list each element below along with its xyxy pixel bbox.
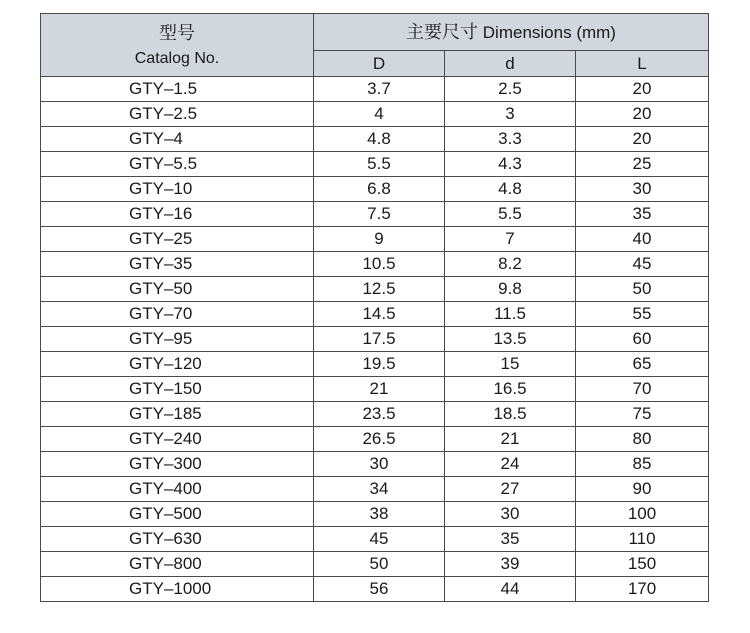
d-outer-cell: 7.5 [314,202,445,227]
table-row [41,427,709,452]
length-cell: 35 [576,202,709,227]
length-cell: 45 [576,252,709,277]
d-outer-cell: 30 [314,452,445,477]
d-outer-cell: 38 [314,502,445,527]
model-cell: GTY–800 [41,552,314,577]
model-cell: GTY–5.5 [41,152,314,177]
model-cell: GTY–300 [41,452,314,477]
d-inner-cell: 11.5 [445,302,576,327]
length-cell: 85 [576,452,709,477]
table-row [41,352,709,377]
d-outer-cell: 5.5 [314,152,445,177]
d-inner-cell: 3.3 [445,127,576,152]
col-header-d: d [445,51,576,77]
table-row [41,552,709,577]
d-inner-cell: 7 [445,227,576,252]
length-cell: 150 [576,552,709,577]
model-cell: GTY–120 [41,352,314,377]
d-outer-cell: 50 [314,552,445,577]
d-outer-cell: 10.5 [314,252,445,277]
d-outer-cell: 23.5 [314,402,445,427]
model-cell: GTY–1.5 [41,77,314,102]
model-cell: GTY–95 [41,327,314,352]
length-cell: 30 [576,177,709,202]
length-cell: 20 [576,102,709,127]
d-outer-cell: 14.5 [314,302,445,327]
table-row [41,177,709,202]
table-row [41,277,709,302]
d-inner-cell: 3 [445,102,576,127]
table-body [41,77,709,602]
model-cell: GTY–50 [41,277,314,302]
d-outer-cell: 4 [314,102,445,127]
d-inner-cell: 30 [445,502,576,527]
model-cell: GTY–1000 [41,577,314,602]
dimensions-en-label: Dimensions (mm) [482,22,616,42]
table-row [41,402,709,427]
d-outer-cell: 6.8 [314,177,445,202]
length-cell: 100 [576,502,709,527]
d-inner-cell: 2.5 [445,77,576,102]
d-outer-cell: 56 [314,577,445,602]
table-row [41,302,709,327]
model-cell: GTY–25 [41,227,314,252]
table-row [41,152,709,177]
length-cell: 65 [576,352,709,377]
table-row [41,527,709,552]
d-inner-cell: 15 [445,352,576,377]
length-cell: 80 [576,427,709,452]
d-inner-cell: 24 [445,452,576,477]
d-inner-cell: 39 [445,552,576,577]
length-cell: 60 [576,327,709,352]
model-cell: GTY–35 [41,252,314,277]
table-row [41,327,709,352]
d-inner-cell: 18.5 [445,402,576,427]
d-outer-cell: 3.7 [314,77,445,102]
col-header-D: D [314,51,445,77]
d-inner-cell: 21 [445,427,576,452]
d-inner-cell: 8.2 [445,252,576,277]
length-cell: 110 [576,527,709,552]
model-cell: GTY–185 [41,402,314,427]
model-cell: GTY–630 [41,527,314,552]
length-cell: 40 [576,227,709,252]
table-row [41,77,709,102]
table-row [41,102,709,127]
dimensions-table [40,13,709,602]
table-row [41,202,709,227]
length-cell: 70 [576,377,709,402]
length-cell: 170 [576,577,709,602]
d-inner-cell: 44 [445,577,576,602]
d-inner-cell: 5.5 [445,202,576,227]
header-row-top [41,14,709,51]
table-row [41,227,709,252]
model-cell: GTY–150 [41,377,314,402]
d-outer-cell: 34 [314,477,445,502]
table-row [41,477,709,502]
dimensions-header [314,14,709,51]
length-cell: 50 [576,277,709,302]
d-outer-cell: 19.5 [314,352,445,377]
d-outer-cell: 12.5 [314,277,445,302]
col-header-L: L [576,51,709,77]
d-inner-cell: 16.5 [445,377,576,402]
model-cell: GTY–400 [41,477,314,502]
dimensions-zh-label: 主要尺寸 [406,21,479,42]
d-outer-cell: 21 [314,377,445,402]
catalog-no-header [41,14,314,77]
model-cell: GTY–70 [41,302,314,327]
model-cell: GTY–500 [41,502,314,527]
d-outer-cell: 17.5 [314,327,445,352]
model-cell: GTY–4 [41,127,314,152]
catalog-zh-label: 型号 [159,22,195,43]
d-inner-cell: 13.5 [445,327,576,352]
length-cell: 20 [576,127,709,152]
table-row [41,577,709,602]
length-cell: 55 [576,302,709,327]
d-outer-cell: 4.8 [314,127,445,152]
model-cell: GTY–10 [41,177,314,202]
d-inner-cell: 4.8 [445,177,576,202]
d-inner-cell: 9.8 [445,277,576,302]
d-inner-cell: 35 [445,527,576,552]
length-cell: 20 [576,77,709,102]
model-cell: GTY–240 [41,427,314,452]
model-cell: GTY–16 [41,202,314,227]
d-inner-cell: 27 [445,477,576,502]
d-inner-cell: 4.3 [445,152,576,177]
d-outer-cell: 45 [314,527,445,552]
length-cell: 90 [576,477,709,502]
table-row [41,377,709,402]
catalog-en-label: Catalog No. [134,49,220,67]
table-row [41,252,709,277]
table-row [41,127,709,152]
d-outer-cell: 9 [314,227,445,252]
table-row [41,502,709,527]
length-cell: 75 [576,402,709,427]
d-outer-cell: 26.5 [314,427,445,452]
table-row [41,452,709,477]
model-cell: GTY–2.5 [41,102,314,127]
length-cell: 25 [576,152,709,177]
